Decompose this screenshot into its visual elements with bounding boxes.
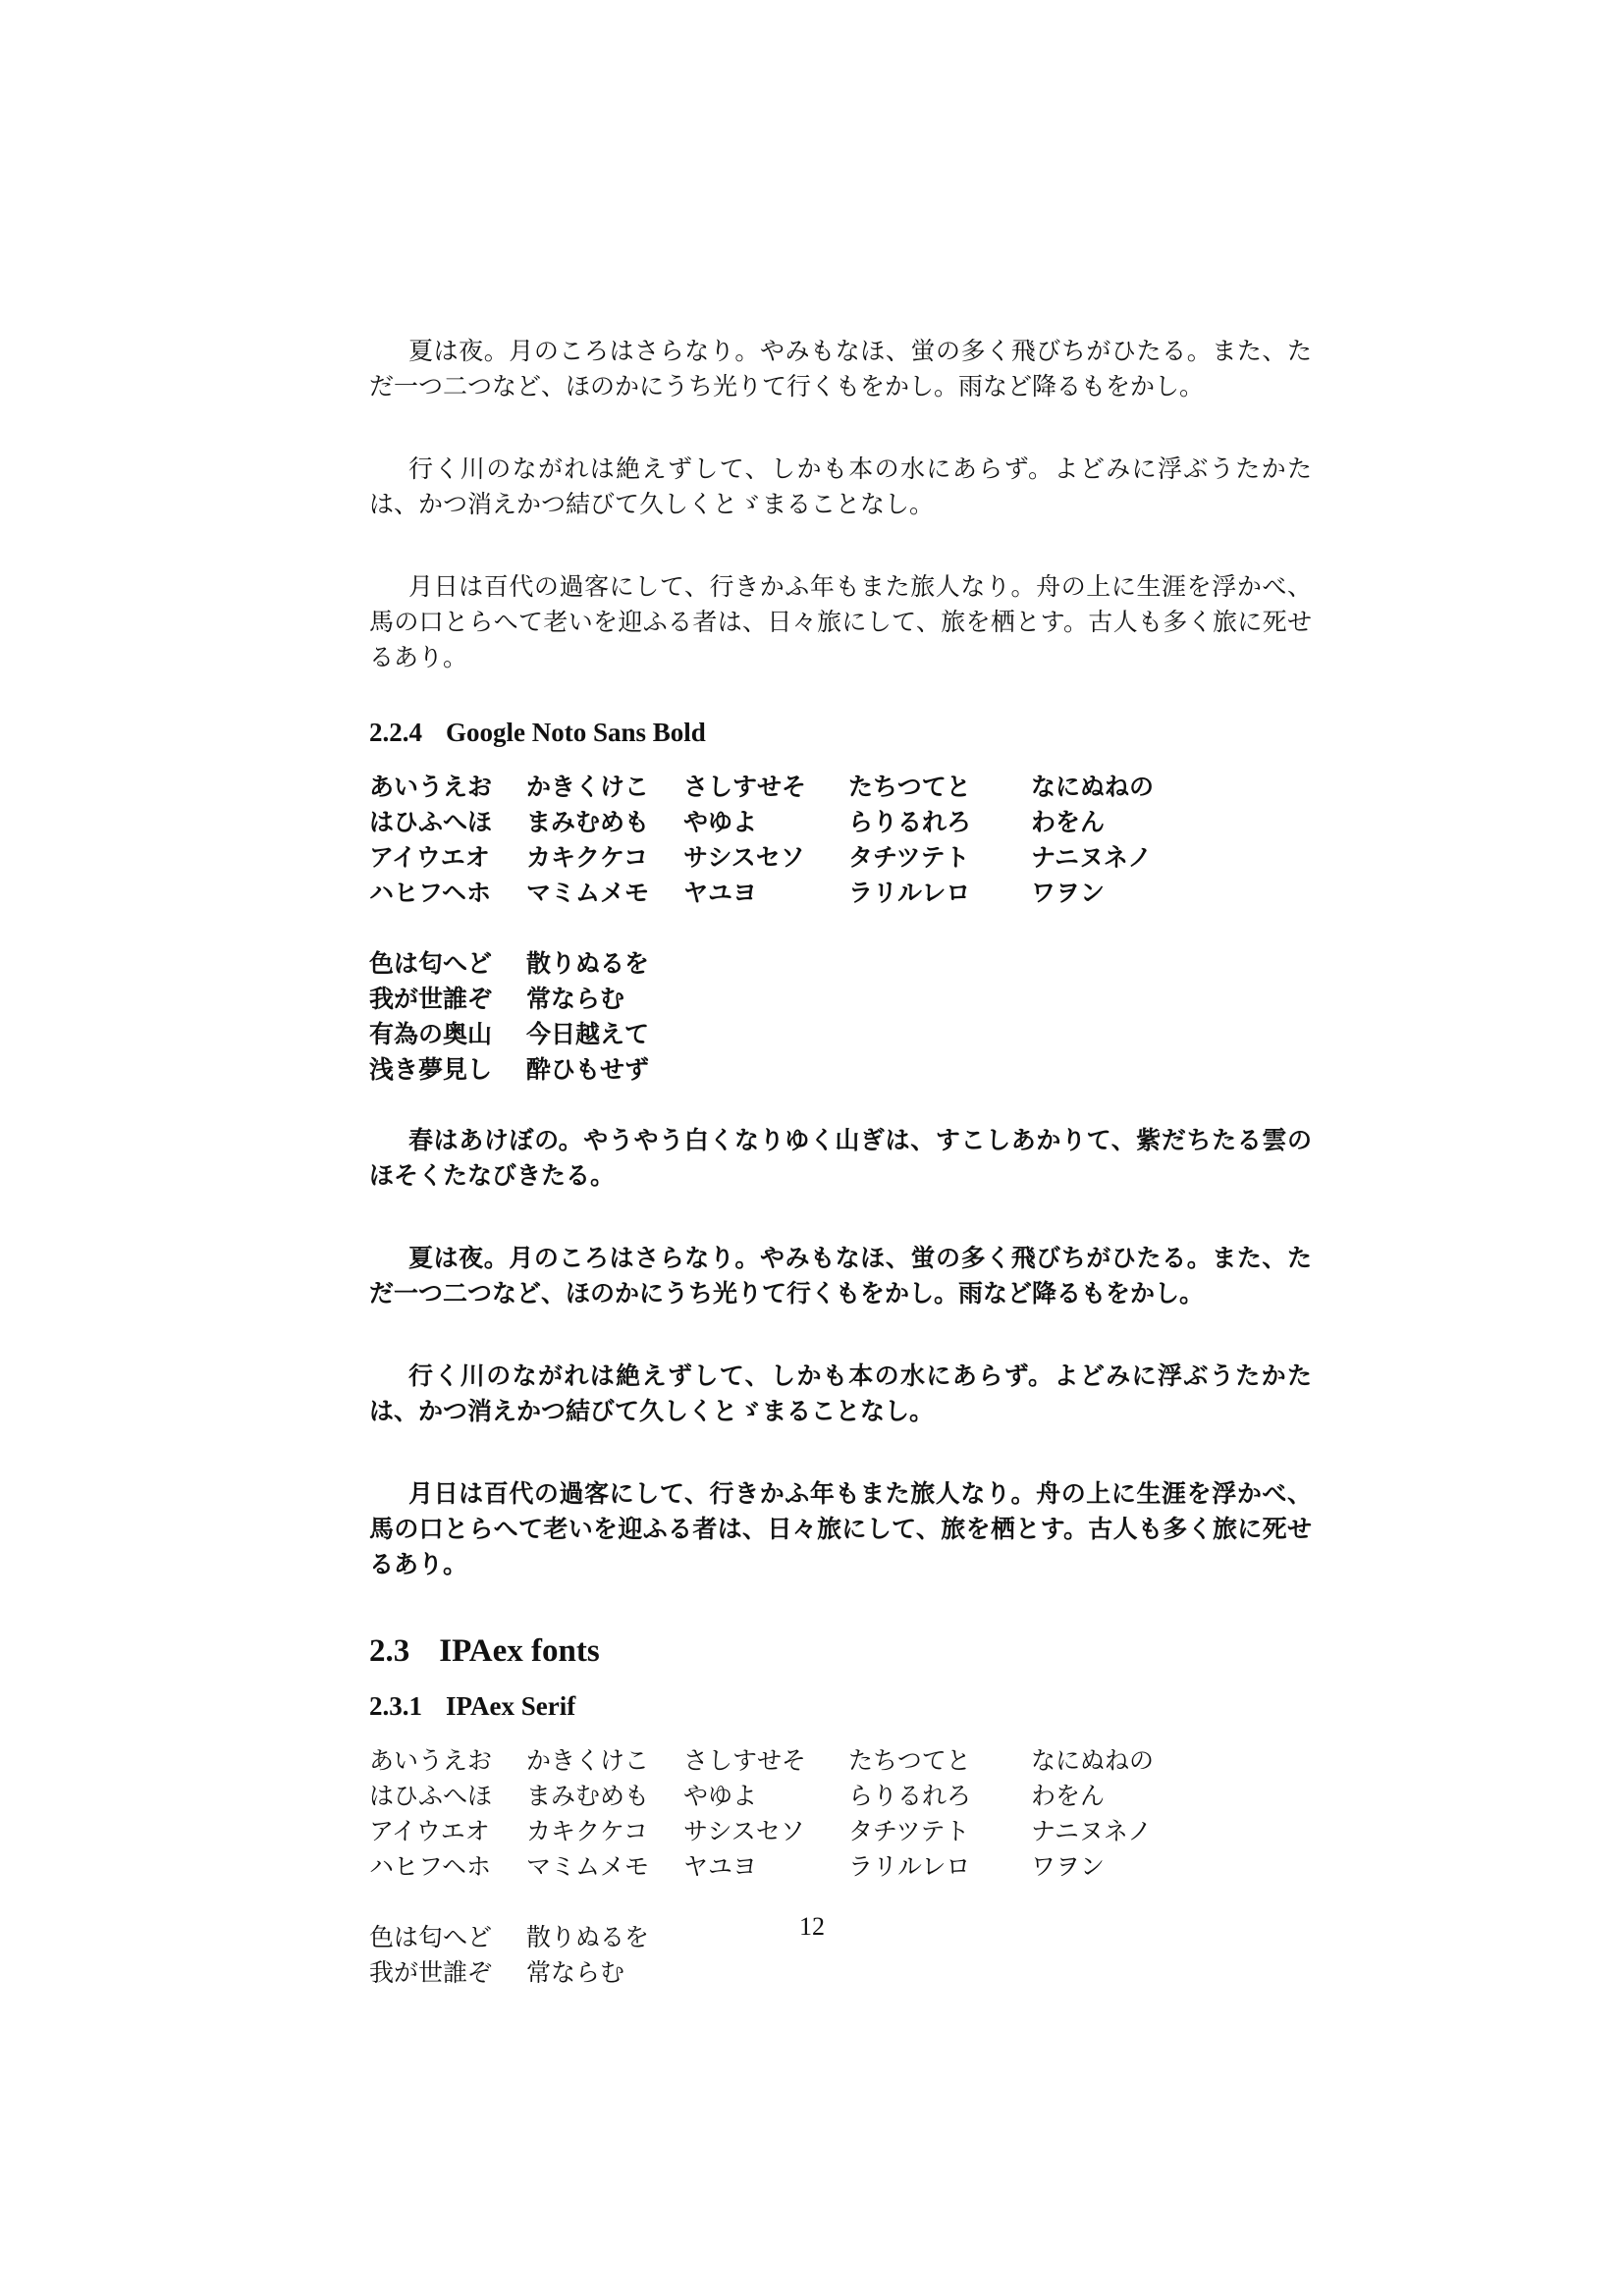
kana-cell: やゆよ — [683, 808, 758, 836]
kana-cell: カキクケコ — [526, 1817, 649, 1845]
paragraph: 春はあけぼの。やうやう白くなりゆく山ぎは、すこしあかりて、紫だちたる雲のほそくたなびきたる。 — [369, 1126, 1312, 1190]
kana-cell: ラリルレロ — [848, 1852, 971, 1881]
kana-cell: ワヲン — [1031, 1852, 1106, 1881]
kana-cell: アイウエオ — [369, 1817, 490, 1845]
iroha-line: 散りぬるを — [526, 949, 650, 978]
kana-cell: ヤユヨ — [683, 1852, 758, 1881]
iroha-line: 酔ひもせず — [526, 1055, 650, 1084]
ipaex-serif-sample — [369, 1743, 1312, 1991]
kana-cell: さしすせそ — [683, 773, 807, 801]
kana-cell: まみむめも — [526, 808, 650, 836]
kana-cell: らりるれろ — [848, 808, 972, 836]
kana-cell: タチツテト — [848, 843, 970, 872]
noto-bold-paragraphs — [369, 1123, 1312, 1582]
kana-cell: アイウエオ — [369, 843, 490, 872]
section-number: 2.3 — [369, 1633, 410, 1669]
paragraph: 行く川のながれは絶えずして、しかも本の水にあらず。よどみに浮ぶうたかたは、かつ消えかつ結びて久しくとゞまることなし。 — [369, 1362, 1312, 1425]
section-number: 2.3.1 — [369, 1691, 422, 1721]
kana-cell: マミムメモ — [526, 1852, 650, 1881]
kana-cell: ナニヌネノ — [1031, 1817, 1153, 1845]
iroha-line: 我が世誰ぞ — [369, 985, 493, 1013]
top-paragraphs — [369, 334, 1312, 675]
iroha-line: 色は匂へど — [369, 1923, 493, 1951]
kana-cell: なにぬねの — [1031, 773, 1155, 801]
kana-table — [369, 770, 1312, 911]
iroha-line: 我が世誰ぞ — [369, 1958, 493, 1987]
iroha-line: 有為の奥山 — [369, 1020, 493, 1048]
section-title: IPAex Serif — [446, 1691, 576, 1721]
kana-cell: ラリルレロ — [848, 879, 971, 907]
kana-cell: ハヒフヘホ — [369, 879, 492, 907]
kana-cell: ハヒフヘホ — [369, 1852, 492, 1881]
kana-cell: サシスセソ — [683, 843, 805, 872]
kana-cell: かきくけこ — [526, 1746, 650, 1775]
kana-cell: さしすせそ — [683, 1746, 807, 1775]
noto-bold-sample — [369, 770, 1312, 1582]
kana-cell: マミムメモ — [526, 879, 650, 907]
iroha-line: 常ならむ — [526, 985, 625, 1013]
kana-cell: わをん — [1031, 1782, 1106, 1810]
subsubsection-heading — [369, 1688, 1312, 1724]
kana-cell: まみむめも — [526, 1782, 650, 1810]
kana-cell: らりるれろ — [848, 1782, 972, 1810]
kana-cell: わをん — [1031, 808, 1106, 836]
kana-cell: カキクケコ — [526, 843, 649, 872]
section-number: 2.2.4 — [369, 718, 422, 747]
iroha-line: 常ならむ — [526, 1958, 625, 1987]
kana-cell: やゆよ — [683, 1782, 758, 1810]
section-title: Google Noto Sans Bold — [446, 718, 706, 747]
kana-cell: サシスセソ — [683, 1817, 805, 1845]
paragraph: 夏は夜。月のころはさらなり。やみもなほ、蛍の多く飛びちがひたる。また、ただ一つ二つなど、ほのかにうち光りて行くもをかし。雨など降るもをかし。 — [369, 337, 1312, 400]
kana-cell: たちつてと — [848, 773, 971, 801]
iroha-line: 散りぬるを — [526, 1923, 650, 1951]
iroha-line: 今日越えて — [526, 1020, 650, 1048]
kana-cell: ナニヌネノ — [1031, 843, 1153, 872]
kana-cell: はひふへほ — [369, 1782, 493, 1810]
subsubsection-heading — [369, 715, 1312, 750]
kana-cell: あいうえお — [369, 773, 493, 801]
kana-table — [369, 1743, 1312, 1885]
paragraph: 月日は百代の過客にして、行きかふ年もまた旅人なり。舟の上に生涯を浮かべ、馬の口とらへて老いを迎ふる者は、日々旅にして、旅を栖とす。古人も多く旅に死せるあり。 — [369, 1479, 1312, 1578]
kana-cell: ヤユヨ — [683, 879, 758, 907]
paragraph: 夏は夜。月のころはさらなり。やみもなほ、蛍の多く飛びちがひたる。また、ただ一つ二つなど、ほのかにうち光りて行くもをかし。雨など降るもをかし。 — [369, 1244, 1312, 1308]
kana-cell: あいうえお — [369, 1746, 493, 1775]
iroha-poem — [369, 946, 1312, 1088]
section-title: IPAex fonts — [439, 1633, 600, 1669]
kana-cell: かきくけこ — [526, 773, 650, 801]
kana-cell: タチツテト — [848, 1817, 970, 1845]
iroha-line: 色は匂へど — [369, 949, 493, 978]
iroha-line: 浅き夢見し — [369, 1055, 493, 1084]
paragraph: 月日は百代の過客にして、行きかふ年もまた旅人なり。舟の上に生涯を浮かべ、馬の口とらへて老いを迎ふる者は、日々旅にして、旅を栖とす。古人も多く旅に死せるあり。 — [369, 572, 1312, 671]
kana-cell: たちつてと — [848, 1746, 971, 1775]
kana-cell: はひふへほ — [369, 808, 493, 836]
page-content — [369, 334, 1312, 1991]
paragraph: 行く川のながれは絶えずして、しかも本の水にあらず。よどみに浮ぶうたかたは、かつ消えかつ結びて久しくとゞまることなし。 — [369, 454, 1312, 518]
kana-cell: ワヲン — [1031, 879, 1106, 907]
subsection-heading — [369, 1631, 1312, 1671]
page-number: 12 — [799, 1912, 825, 1941]
kana-cell: なにぬねの — [1031, 1746, 1155, 1775]
